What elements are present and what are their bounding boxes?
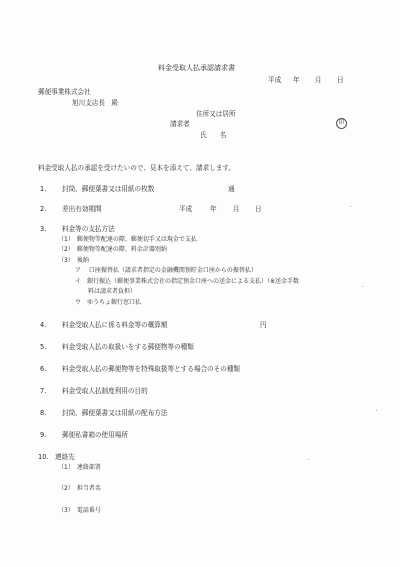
item-5-label: 料金受取人払の取扱いをする郵便物等の種類 (62, 343, 194, 351)
item-3-sub-1: （1） 郵便物等配達の際、郵便切手又は現金で支払 (58, 236, 197, 243)
scan-speck (308, 459, 309, 460)
item-7-label: 料金受取人払制度利用の目的 (62, 387, 148, 395)
item-3-option-c: ウ ゆうちょ銀行窓口払 (75, 299, 142, 306)
item-3-option-a: ア 口座振替払（請求者指定の金融機関預貯金口座からの振替払） (75, 267, 257, 274)
item-4-unit: 円 (260, 321, 267, 329)
intro-text: 料金受取人払の承認を受けたいので、見本を添えて、請求します。 (38, 164, 236, 172)
scan-speck (362, 286, 363, 287)
item-3-label: 料金等の支払方法 (62, 225, 115, 233)
date-day: 日 (337, 76, 344, 84)
item-9-label: 郵便私書箱の使用場所 (62, 431, 128, 439)
scan-speck (376, 410, 377, 411)
item-8-number: 8. (40, 409, 47, 417)
item-10-sub-1: （1） 連絡部署 (58, 464, 101, 471)
date-era: 平成 (268, 76, 282, 84)
item-6-label: 料金受取人払の郵便物等を特殊取扱等とする場合のその種類 (62, 365, 241, 373)
item-1-number: 1. (40, 185, 47, 193)
item-1-label: 封筒、郵便葉書又は用紙の枚数 (62, 185, 155, 193)
date-month: 月 (315, 76, 322, 84)
item-10-label: 連絡先 (55, 453, 75, 461)
requester-address-label: 住所又は居所 (196, 110, 236, 118)
item-10-number: 10. (38, 453, 49, 461)
item-3-sub-2: （2） 郵便物等配達の際、料金計器別納 (58, 246, 167, 253)
item-1-unit: 通 (228, 185, 235, 193)
addressee-branch: 旭川支店長 殿 (72, 99, 119, 107)
item-4-label: 料金受取人払に係る料金等の概算額 (62, 321, 168, 329)
item-8-label: 封筒、郵便葉書又は用紙の配布方法 (62, 409, 168, 417)
item-3-sub-3: （3） 後納 (58, 257, 89, 264)
seal-mark: 印 (336, 118, 347, 129)
requester-name-label: 氏 名 (200, 131, 227, 139)
addressee-company: 郵便事業株式会社 (38, 88, 91, 96)
item-10-sub-2: （2） 担当者名 (58, 485, 101, 492)
item-3-option-b-cont: 料は請求者負担） (88, 288, 137, 295)
item-2-era: 平成 (179, 205, 193, 213)
item-5-number: 5. (40, 343, 47, 351)
item-6-number: 6. (40, 365, 47, 373)
scan-speck (350, 206, 351, 207)
item-4-number: 4. (40, 321, 47, 329)
date-year: 年 (293, 76, 300, 84)
item-2-year: 年 (210, 205, 217, 213)
item-7-number: 7. (40, 387, 47, 395)
item-10-sub-3: （3） 電話番号 (58, 507, 101, 514)
item-3-option-b: イ 銀行振込（郵便事業株式会社の指定預金口座への送金による支払）（※送金手数 (75, 278, 300, 285)
form-title: 料金受取人払承認請求書 (158, 64, 235, 72)
item-2-number: 2. (40, 205, 47, 213)
requester-label: 請求者 (170, 120, 190, 128)
item-2-label: 差出有効期間 (62, 205, 102, 213)
item-2-day: 日 (255, 205, 262, 213)
item-2-month: 月 (233, 205, 240, 213)
item-9-number: 9. (40, 431, 47, 439)
item-3-number: 3. (40, 225, 47, 233)
